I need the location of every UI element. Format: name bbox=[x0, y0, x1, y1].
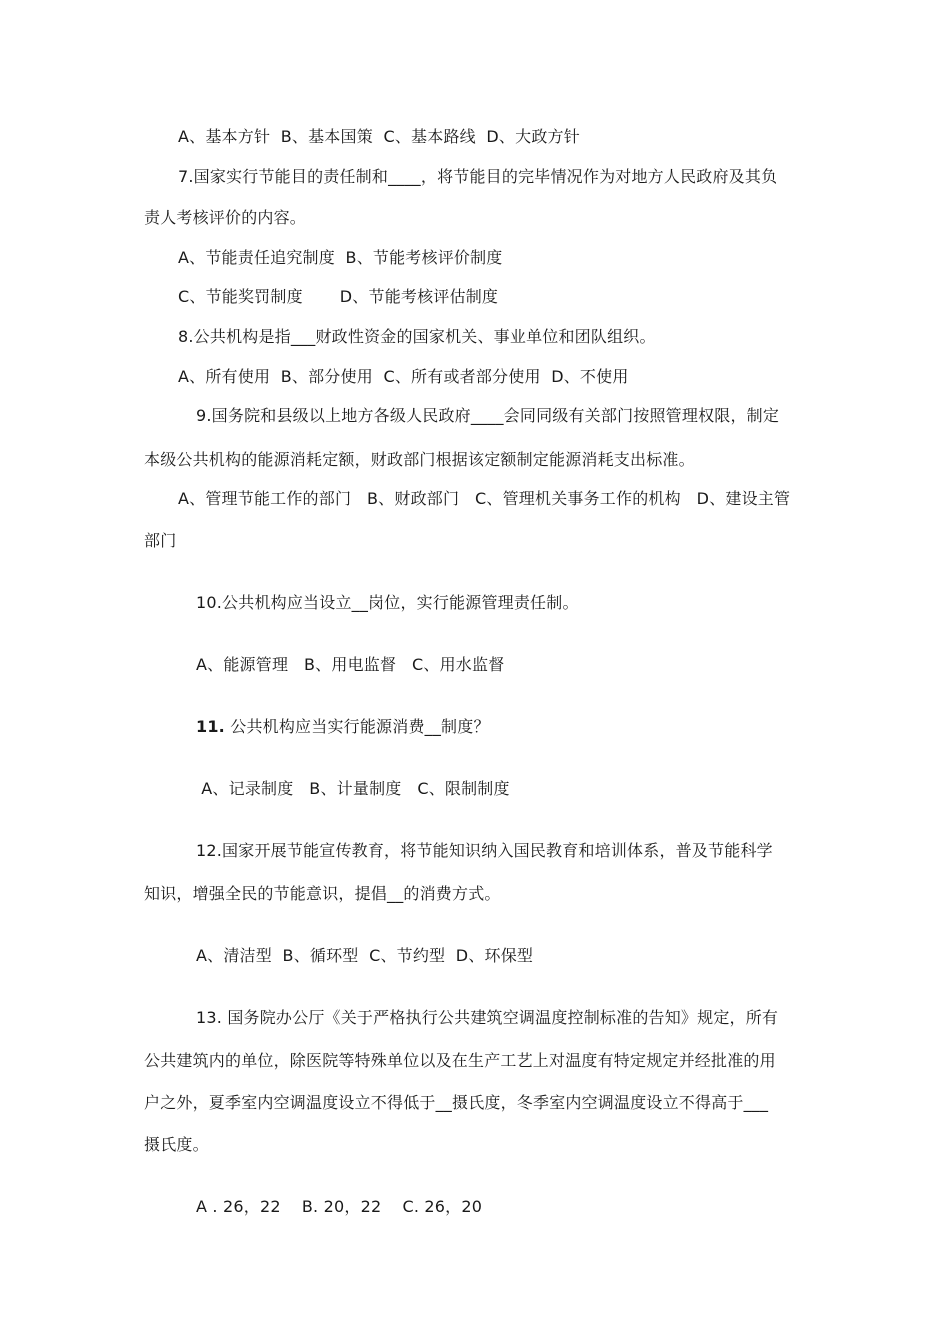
q11-options: A、记录制度 B、计量制度 C、限制制度 bbox=[196, 779, 510, 798]
q11-text bbox=[196, 716, 490, 738]
q10-options: A、能源管理 B、用电监督 C、用水监督 bbox=[196, 655, 505, 674]
q11-body: 公共机构应当实行能源消费__制度？ bbox=[224, 717, 490, 736]
q7-text-line1: 7.国家实行节能目的责任制和____，将节能目的完毕情况作为对地方人民政府及其负 bbox=[178, 167, 778, 186]
q9-text-line2: 本级公共机构的能源消耗定额，财政部门根据该定额制定能源消耗支出标准。 bbox=[144, 450, 695, 469]
q13-text-line3: 户之外，夏季室内空调温度设立不得低于__摄氏度，冬季室内空调温度设立不得高于___ bbox=[144, 1093, 769, 1112]
q13-options: A . 26，22 B. 20，22 C. 26，20 bbox=[196, 1197, 483, 1216]
q13-text-line4: 摄氏度。 bbox=[144, 1135, 209, 1154]
q7-text-line2: 责人考核评价的内容。 bbox=[144, 208, 307, 227]
q9-options-line2: 部门 bbox=[144, 531, 177, 550]
q8-text: 8.公共机构是指___财政性资金的国家机关、事业单位和团队组织。 bbox=[178, 327, 656, 346]
q12-options: A、清洁型 B、循环型 C、节约型 D、环保型 bbox=[196, 946, 534, 965]
q12-text-line1: 12.国家开展节能宣传教育，将节能知识纳入国民教育和培训体系，普及节能科学 bbox=[196, 841, 773, 860]
q9-text-line1: 9.国务院和县级以上地方各级人民政府____会同同级有关部门按照管理权限，制定 bbox=[196, 406, 780, 425]
q9-options-line1: A、管理节能工作的部门 B、财政部门 C、管理机关事务工作的机构 D、建设主管 bbox=[178, 489, 791, 508]
q13-text-line2: 公共建筑内的单位，除医院等特殊单位以及在生产工艺上对温度有特定规定并经批准的用 bbox=[144, 1051, 776, 1070]
q11-number: 11. bbox=[196, 717, 225, 736]
q8-options: A、所有使用 B、部分使用 C、所有或者部分使用 D、不使用 bbox=[178, 367, 629, 386]
q6-options: A、基本方针 B、基本国策 C、基本路线 D、大政方针 bbox=[178, 127, 580, 146]
q7-options-cd: C、节能奖罚制度 D、节能考核评估制度 bbox=[178, 287, 499, 306]
q12-text-line2: 知识，增强全民的节能意识，提倡__的消费方式。 bbox=[144, 884, 501, 903]
q10-text: 10.公共机构应当设立__岗位，实行能源管理责任制。 bbox=[196, 593, 579, 612]
q7-options-ab: A、节能责任追究制度 B、节能考核评价制度 bbox=[178, 248, 503, 267]
q13-text-line1: 13. 国务院办公厅《关于严格执行公共建筑空调温度控制标准的告知》规定，所有 bbox=[196, 1008, 779, 1027]
